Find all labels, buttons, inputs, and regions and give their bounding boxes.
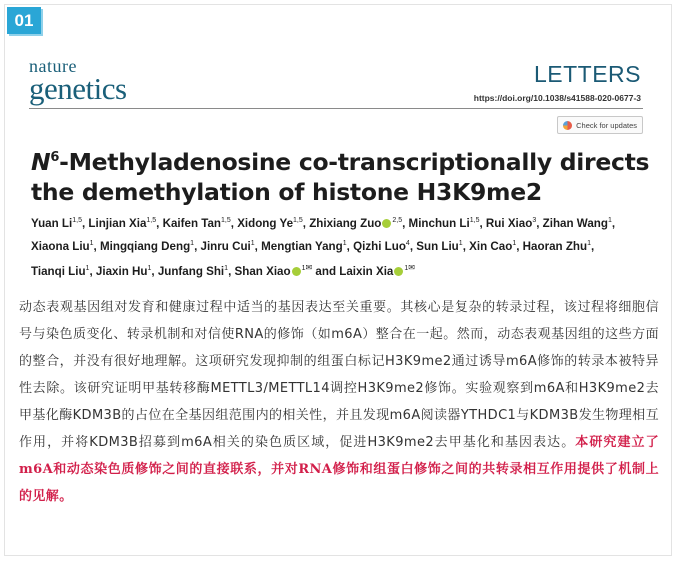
author-affiliation: 1 — [458, 240, 463, 248]
article-type-label: LETTERS — [533, 61, 641, 87]
author-affiliation: 1 — [512, 240, 517, 248]
orcid-icon[interactable] — [382, 219, 391, 228]
orcid-icon[interactable] — [292, 267, 301, 276]
envelope-icon[interactable]: ✉ — [408, 262, 415, 272]
author-name[interactable]: Yuan Li$^{1,5}$ — [31, 216, 82, 230]
author-name[interactable]: Sun Liu$^1$ — [416, 240, 463, 254]
author-affiliation: 2,5 — [392, 217, 403, 224]
chinese-summary — [19, 294, 659, 510]
author-name[interactable]: Xidong Ye$^{1,5}$ — [237, 216, 303, 230]
doi-link[interactable]: https://doi.org/10.1038/s41588-020-0677-3 — [473, 93, 641, 103]
journal-logo — [29, 57, 127, 104]
author-affiliation: 1,5 — [146, 217, 157, 224]
author-affiliation: 1 — [607, 217, 612, 224]
summary-text: 动态表观基因组对发育和健康过程中适当的基因表达至关重要。其核心是复杂的转录过程，该过程将细胞信号与染色质变化、转录机制和对信使RNA的修饰（如m6A）整合在一起。然而，动态表观基因组的这些方面的整合，并没有很好地理解。这项研究发现抑制的组蛋白标记H3K9me2通过诱导m6A修饰的转录本被特异性去除。该研究证明甲基转移酶METTL3/METTL14调控H3K9me2修饰。实验观察到m6A和H3K9me2去甲基化酶KDM3B的占位在全基因组范围内的相关性，并且发现m6A阅读器YTHDC1与KDM3B发生物理相互作用，并将KDM3B招募到m6A相关的染色质区域，促进H3K9me2去甲基化和基因表达。 — [19, 300, 659, 450]
orcid-icon[interactable] — [394, 267, 403, 276]
author-name[interactable]: Tianqi Liu$^1$ — [31, 264, 90, 278]
author-name[interactable]: Xiaona Liu$^1$ — [31, 240, 94, 254]
author-affiliation: 1 — [301, 264, 306, 272]
author-name[interactable]: Laixin Xia $^{1✉}$ — [339, 262, 415, 278]
title-italic-n: N — [31, 147, 51, 176]
header-divider — [29, 108, 643, 109]
author-affiliation: 4 — [405, 240, 410, 248]
author-affiliation: 1 — [342, 240, 347, 248]
author-list: Yuan Li$^{1,5}$, Linjian Xia$^{1,5}$, Kaifen Tan$^{1,5}$, Xidong Ye$^{1,5}$, Zhixiang Zuo $^{2,5}$, Minchun Li$^{1,5}$, Rui Xiao$^3$, Zihan Wang$^1$, Xiaona Liu$^1$, Mingqiang Deng$^1$, Jinru Cui$^1$, Mengtian Yang$^1$, Qizhi Luo$^4$, Sun Liu$^1$, Xin Cao$^1$, Haoran Zhu$^1$, Tianqi Liu$^1$, Jiaxin Hu$^1$, Junfang Shi$^1$, Shan Xiao $^{1✉}$ and Laixin Xia $^{1✉}$ — [31, 216, 616, 278]
check-for-updates-button[interactable] — [557, 116, 643, 134]
envelope-icon[interactable]: ✉ — [305, 262, 313, 272]
crossmark-icon — [563, 121, 572, 130]
author-name[interactable]: Mingqiang Deng$^1$ — [99, 240, 195, 254]
author-affiliation: 1,5 — [293, 217, 303, 224]
author-affiliation: 1 — [89, 240, 94, 248]
author-name[interactable]: Haoran Zhu$^1$ — [522, 240, 591, 254]
author-name[interactable]: Mengtian Yang$^1$ — [261, 240, 347, 254]
title-line2: the demethylation of histone H3K9me2 — [31, 177, 542, 206]
summary-highlight: 本研究建立了m6A和动态染色质修饰之间的直接联系，并对RNA修饰和组蛋白修饰之间的共转录相互作用提供了机制上的见解。 — [19, 435, 659, 504]
author-name[interactable]: Qizhi Luo$^4$ — [353, 240, 410, 254]
title-line1: -Methyladenosine co-transcriptionally directs — [59, 147, 650, 176]
author-name[interactable]: Minchun Li$^{1,5}$ — [408, 216, 480, 230]
author-affiliation: 1,5 — [72, 217, 82, 224]
check-for-updates-label: Check for updates — [576, 120, 637, 130]
author-affiliation: 1 — [85, 264, 90, 272]
author-affiliation: 1,5 — [469, 217, 480, 224]
author-name[interactable]: Zihan Wang$^1$ — [542, 216, 612, 230]
author-name[interactable]: Linjian Xia$^{1,5}$ — [88, 216, 157, 230]
journal-logo-line1: nature — [29, 56, 77, 76]
author-affiliation: 1 — [147, 264, 152, 272]
paper-header-image — [19, 47, 661, 289]
author-affiliation: 1 — [190, 240, 195, 248]
author-affiliation: 1 — [224, 264, 229, 272]
author-name[interactable]: Kaifen Tan$^{1,5}$ — [162, 216, 231, 230]
author-affiliation: 3 — [532, 217, 537, 224]
author-name[interactable]: Junfang Shi$^1$ — [157, 264, 229, 278]
author-affiliation: 1 — [587, 240, 591, 248]
author-name[interactable]: Xin Cao$^1$ — [469, 240, 517, 254]
author-affiliation: 1,5 — [221, 217, 231, 224]
author-affiliation: 1 — [250, 240, 255, 248]
author-name[interactable]: Shan Xiao $^{1✉}$ — [234, 262, 313, 278]
author-affiliation: 1 — [404, 264, 409, 272]
section-number-badge: 01 — [7, 7, 41, 34]
author-name[interactable]: Jinru Cui$^1$ — [200, 240, 255, 254]
article-title — [31, 143, 649, 207]
author-name[interactable]: Zhixiang Zuo $^{2,5}$ — [309, 216, 403, 230]
journal-logo-line2: genetics — [29, 71, 127, 106]
title-superscript: 6 — [50, 150, 60, 165]
author-name[interactable]: Jiaxin Hu$^1$ — [95, 264, 152, 278]
author-name[interactable]: Rui Xiao$^3$ — [485, 216, 537, 230]
